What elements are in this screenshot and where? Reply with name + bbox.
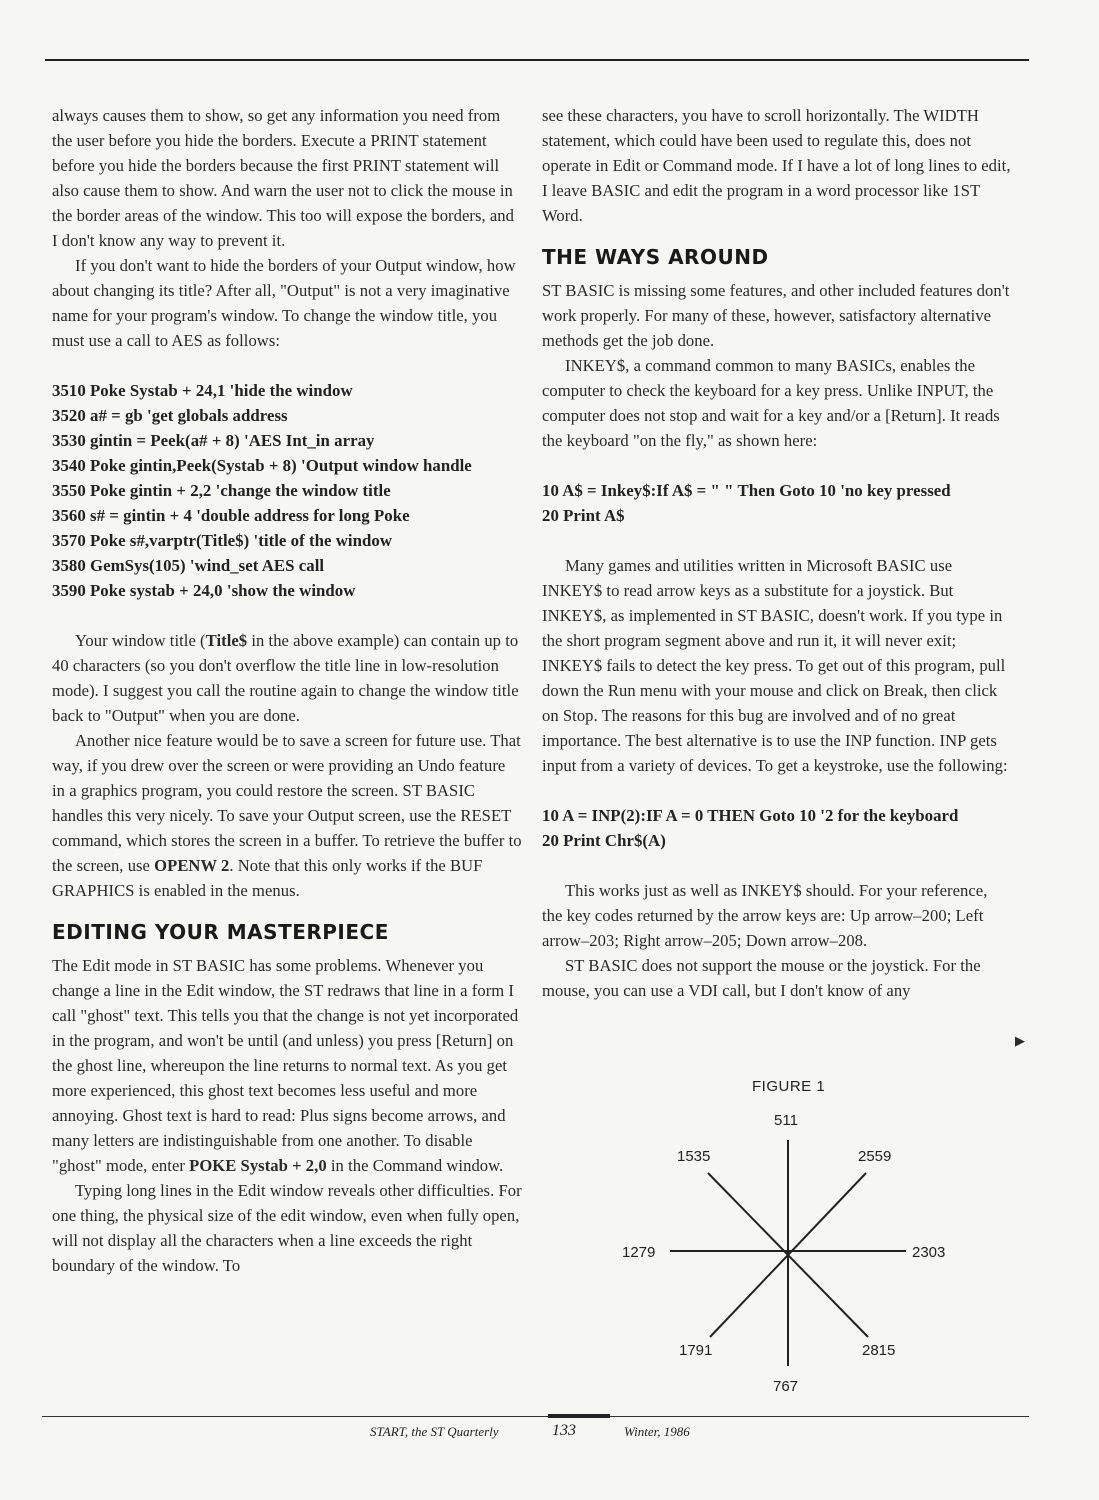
- figure-label-down-left: 1791: [679, 1342, 713, 1359]
- figure-label-right: 2303: [912, 1244, 946, 1261]
- bottom-rule: [42, 1416, 1029, 1417]
- code-line: 20 Print A$: [542, 506, 625, 525]
- code-line: 20 Print Chr$(A): [542, 831, 666, 850]
- code-line: 3590 Poke systab + 24,0 'show the window: [52, 581, 356, 600]
- paragraph: always causes them to show, so get any information you need from the user before you hide the borders. Execute a PRINT statement before you hide the borders because the first PRINT statement will also cause them to show. And warn the user not to click the mouse in the border areas of the window. This too will expose the borders, and I don't know any way to prevent it.: [52, 106, 514, 250]
- code-line: 3550 Poke gintin + 2,2 'change the window title: [52, 481, 391, 500]
- figure-title: FIGURE 1: [752, 1078, 826, 1095]
- paragraph: The Edit mode in ST BASIC has some problems. Whenever you change a line in the Edit window, the ST redraws that line in a form I call "ghost" text. This tells you that the change is not yet incorporated in the program, and won't be until (and unless) you press [Return] on the ghost line, whereupon the line returns to normal text. As you get more experienced, this ghost text becomes less useful and more annoying. Ghost text is hard to read: Plus signs become arrows, and many letters are indistinguishable from one another. To disable "ghost" mode, enter POKE Systab + 2,0 in the Command window.: [52, 956, 519, 1175]
- top-rule: [45, 59, 1029, 61]
- paragraph: INKEY$, a command common to many BASICs, enables the computer to check the keyboard for a key press. Unlike INPUT, the computer does not stop and wait for a key and/or a [Return]. It reads the keyboard "on the fly," as shown here:: [542, 356, 1000, 450]
- code-line: 3570 Poke s#,varptr(Title$) 'title of the window: [52, 531, 393, 550]
- paragraph: Many games and utilities written in Microsoft BASIC use INKEY$ to read arrow keys as a substitute for a joystick. But INKEY$, as implemented in ST BASIC, doesn't work. If you type in the short program segment above and run it, it will never exit; INKEY$ fails to detect the key press. To get out of this program, pull down the Run menu with your mouse and click on Break, then click on Stop. The reasons for this bug are involved and of no great importance. The best alternative is to use the INP function. INP gets input from a variety of devices. To get a keystroke, use the following:: [542, 556, 1008, 775]
- footer-issue: Winter, 1986: [624, 1424, 690, 1439]
- code-line: 3560 s# = gintin + 4 'double address for long Poke: [52, 506, 410, 525]
- figure-label-down: 767: [773, 1378, 799, 1395]
- figure-label-up: 511: [774, 1112, 798, 1129]
- code-listing: [52, 378, 522, 603]
- paragraph: ST BASIC does not support the mouse or the joystick. For the mouse, you can use a VDI call, but I don't know of any: [542, 956, 981, 1000]
- paragraph: This works just as well as INKEY$ should. For your reference, the key codes returned by the arrow keys are: Up arrow–200; Left arrow–203; Right arrow–205; Down arrow–208.: [542, 881, 988, 950]
- code-line: 3540 Poke gintin,Peek(Systab + 8) 'Output window handle: [52, 456, 472, 475]
- page-marker-bar: [548, 1414, 610, 1418]
- paragraph: Typing long lines in the Edit window reveals other difficulties. For one thing, the physical size of the edit window, even when fully open, will not display all the characters when a line exceeds the right boundary of the window. To: [52, 1181, 522, 1275]
- code-line: 3520 a# = gb 'get globals address: [52, 406, 288, 425]
- figure-label-up-right: 2559: [858, 1148, 892, 1165]
- section-heading: THE WAYS AROUND: [542, 245, 769, 269]
- continue-arrow-icon: ▶: [1015, 1034, 1025, 1049]
- left-column: [52, 103, 522, 1278]
- code-line: 10 A$ = Inkey$:If A$ = " " Then Goto 10 'no key pressed: [542, 481, 951, 500]
- footer-publication: START, the ST Quarterly: [370, 1424, 499, 1439]
- code-line: 3510 Poke Systab + 24,1 'hide the window: [52, 381, 353, 400]
- right-column: [542, 103, 1012, 1003]
- paragraph: see these characters, you have to scroll horizontally. The WIDTH statement, which could have been used to regulate this, does not operate in Edit or Command mode. If I have a lot of long lines to edit, I leave BASIC and edit the program in a word processor like 1ST Word.: [542, 106, 1011, 225]
- figure-label-down-right: 2815: [862, 1342, 896, 1359]
- figure-1: [600, 1070, 980, 1410]
- figure-label-left: 1279: [622, 1244, 656, 1261]
- paragraph: ST BASIC is missing some features, and other included features don't work properly. For many of these, however, satisfactory alternative methods get the job done.: [542, 281, 1010, 350]
- code-listing: [542, 478, 1012, 528]
- code-line: 10 A = INP(2):IF A = 0 THEN Goto 10 '2 for the keyboard: [542, 806, 959, 825]
- code-line: 3530 gintin = Peek(a# + 8) 'AES Int_in array: [52, 431, 375, 450]
- page-number: 133: [552, 1422, 576, 1439]
- code-listing: [542, 803, 1012, 853]
- paragraph: If you don't want to hide the borders of your Output window, how about changing its title? After all, "Output" is not a very imaginative name for your program's window. To change the window title, you must use a call to AES as follows:: [52, 256, 516, 350]
- paragraph: Another nice feature would be to save a screen for future use. That way, if you drew over the screen or were providing an Undo feature in a graphics program, you could restore the screen. ST BASIC handles this very nicely. To save your Output screen, use the RESET command, which stores the screen in a buffer. To retrieve the buffer to the screen, use OPENW 2. Note that this only works if the BUF GRAPHICS is enabled in the menus.: [52, 731, 522, 900]
- section-heading: EDITING YOUR MASTERPIECE: [52, 920, 389, 944]
- paragraph: Your window title (Title$ in the above example) can contain up to 40 characters (so you don't overflow the title line in low-resolution mode). I suggest you call the routine again to change the window title back to "Output" when you are done.: [52, 631, 519, 725]
- code-line: 3580 GemSys(105) 'wind_set AES call: [52, 556, 325, 575]
- figure-label-up-left: 1535: [677, 1148, 711, 1165]
